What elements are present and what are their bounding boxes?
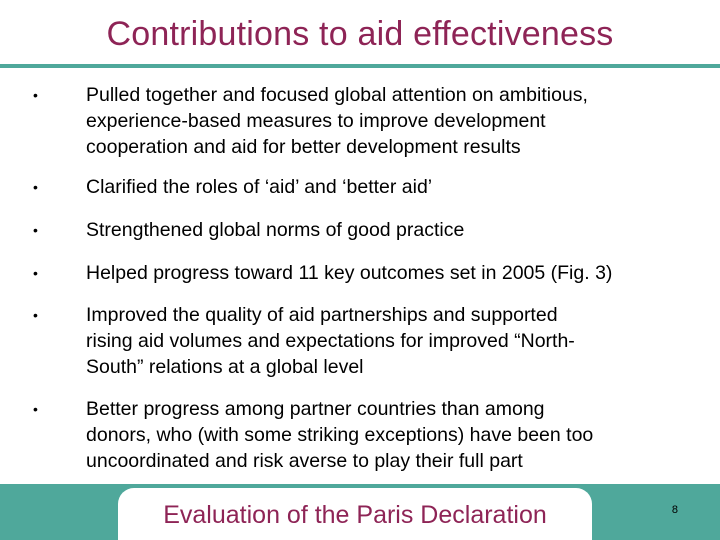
bullet-line: Improved the quality of aid partnerships and supported — [86, 304, 558, 326]
bullet-line: rising aid volumes and expectations for improved “North- — [86, 330, 575, 352]
bullet-line: uncoordinated and risk averse to play their full part — [86, 450, 523, 472]
bullet-line: Pulled together and focused global attention on ambitious, — [86, 84, 588, 106]
page-number: 8 — [671, 504, 678, 516]
bullet-marker: • — [33, 307, 38, 323]
bullet-marker: • — [33, 401, 38, 417]
bullet-line: Helped progress toward 11 key outcomes set in 2005 (Fig. 3) — [86, 262, 613, 284]
bullet-marker: • — [33, 222, 38, 238]
bullet-line: South” relations at a global level — [86, 356, 364, 378]
bullet-line: Strengthened global norms of good practice — [86, 219, 465, 241]
bullet-line: experience-based measures to improve development — [86, 110, 546, 132]
slide-title: Contributions to aid effectiveness — [106, 15, 614, 53]
bullet-text — [86, 260, 686, 286]
footer-banner-text: Evaluation of the Paris Declaration — [163, 501, 547, 529]
bullet-marker: • — [33, 265, 38, 281]
bullet-text — [86, 217, 686, 243]
bullet-text — [86, 302, 686, 380]
bullet-marker: • — [33, 179, 38, 195]
bullet-text — [86, 174, 686, 200]
bullet-text — [86, 82, 686, 160]
bullet-line: Clarified the roles of ‘aid’ and ‘better aid’ — [86, 176, 433, 198]
bullet-line: cooperation and aid for better development results — [86, 136, 521, 158]
bullet-text — [86, 396, 686, 474]
bullet-line: Better progress among partner countries than among — [86, 398, 545, 420]
bullet-marker: • — [33, 87, 38, 103]
bullet-line: donors, who (with some striking exceptions) have been too — [86, 424, 594, 446]
